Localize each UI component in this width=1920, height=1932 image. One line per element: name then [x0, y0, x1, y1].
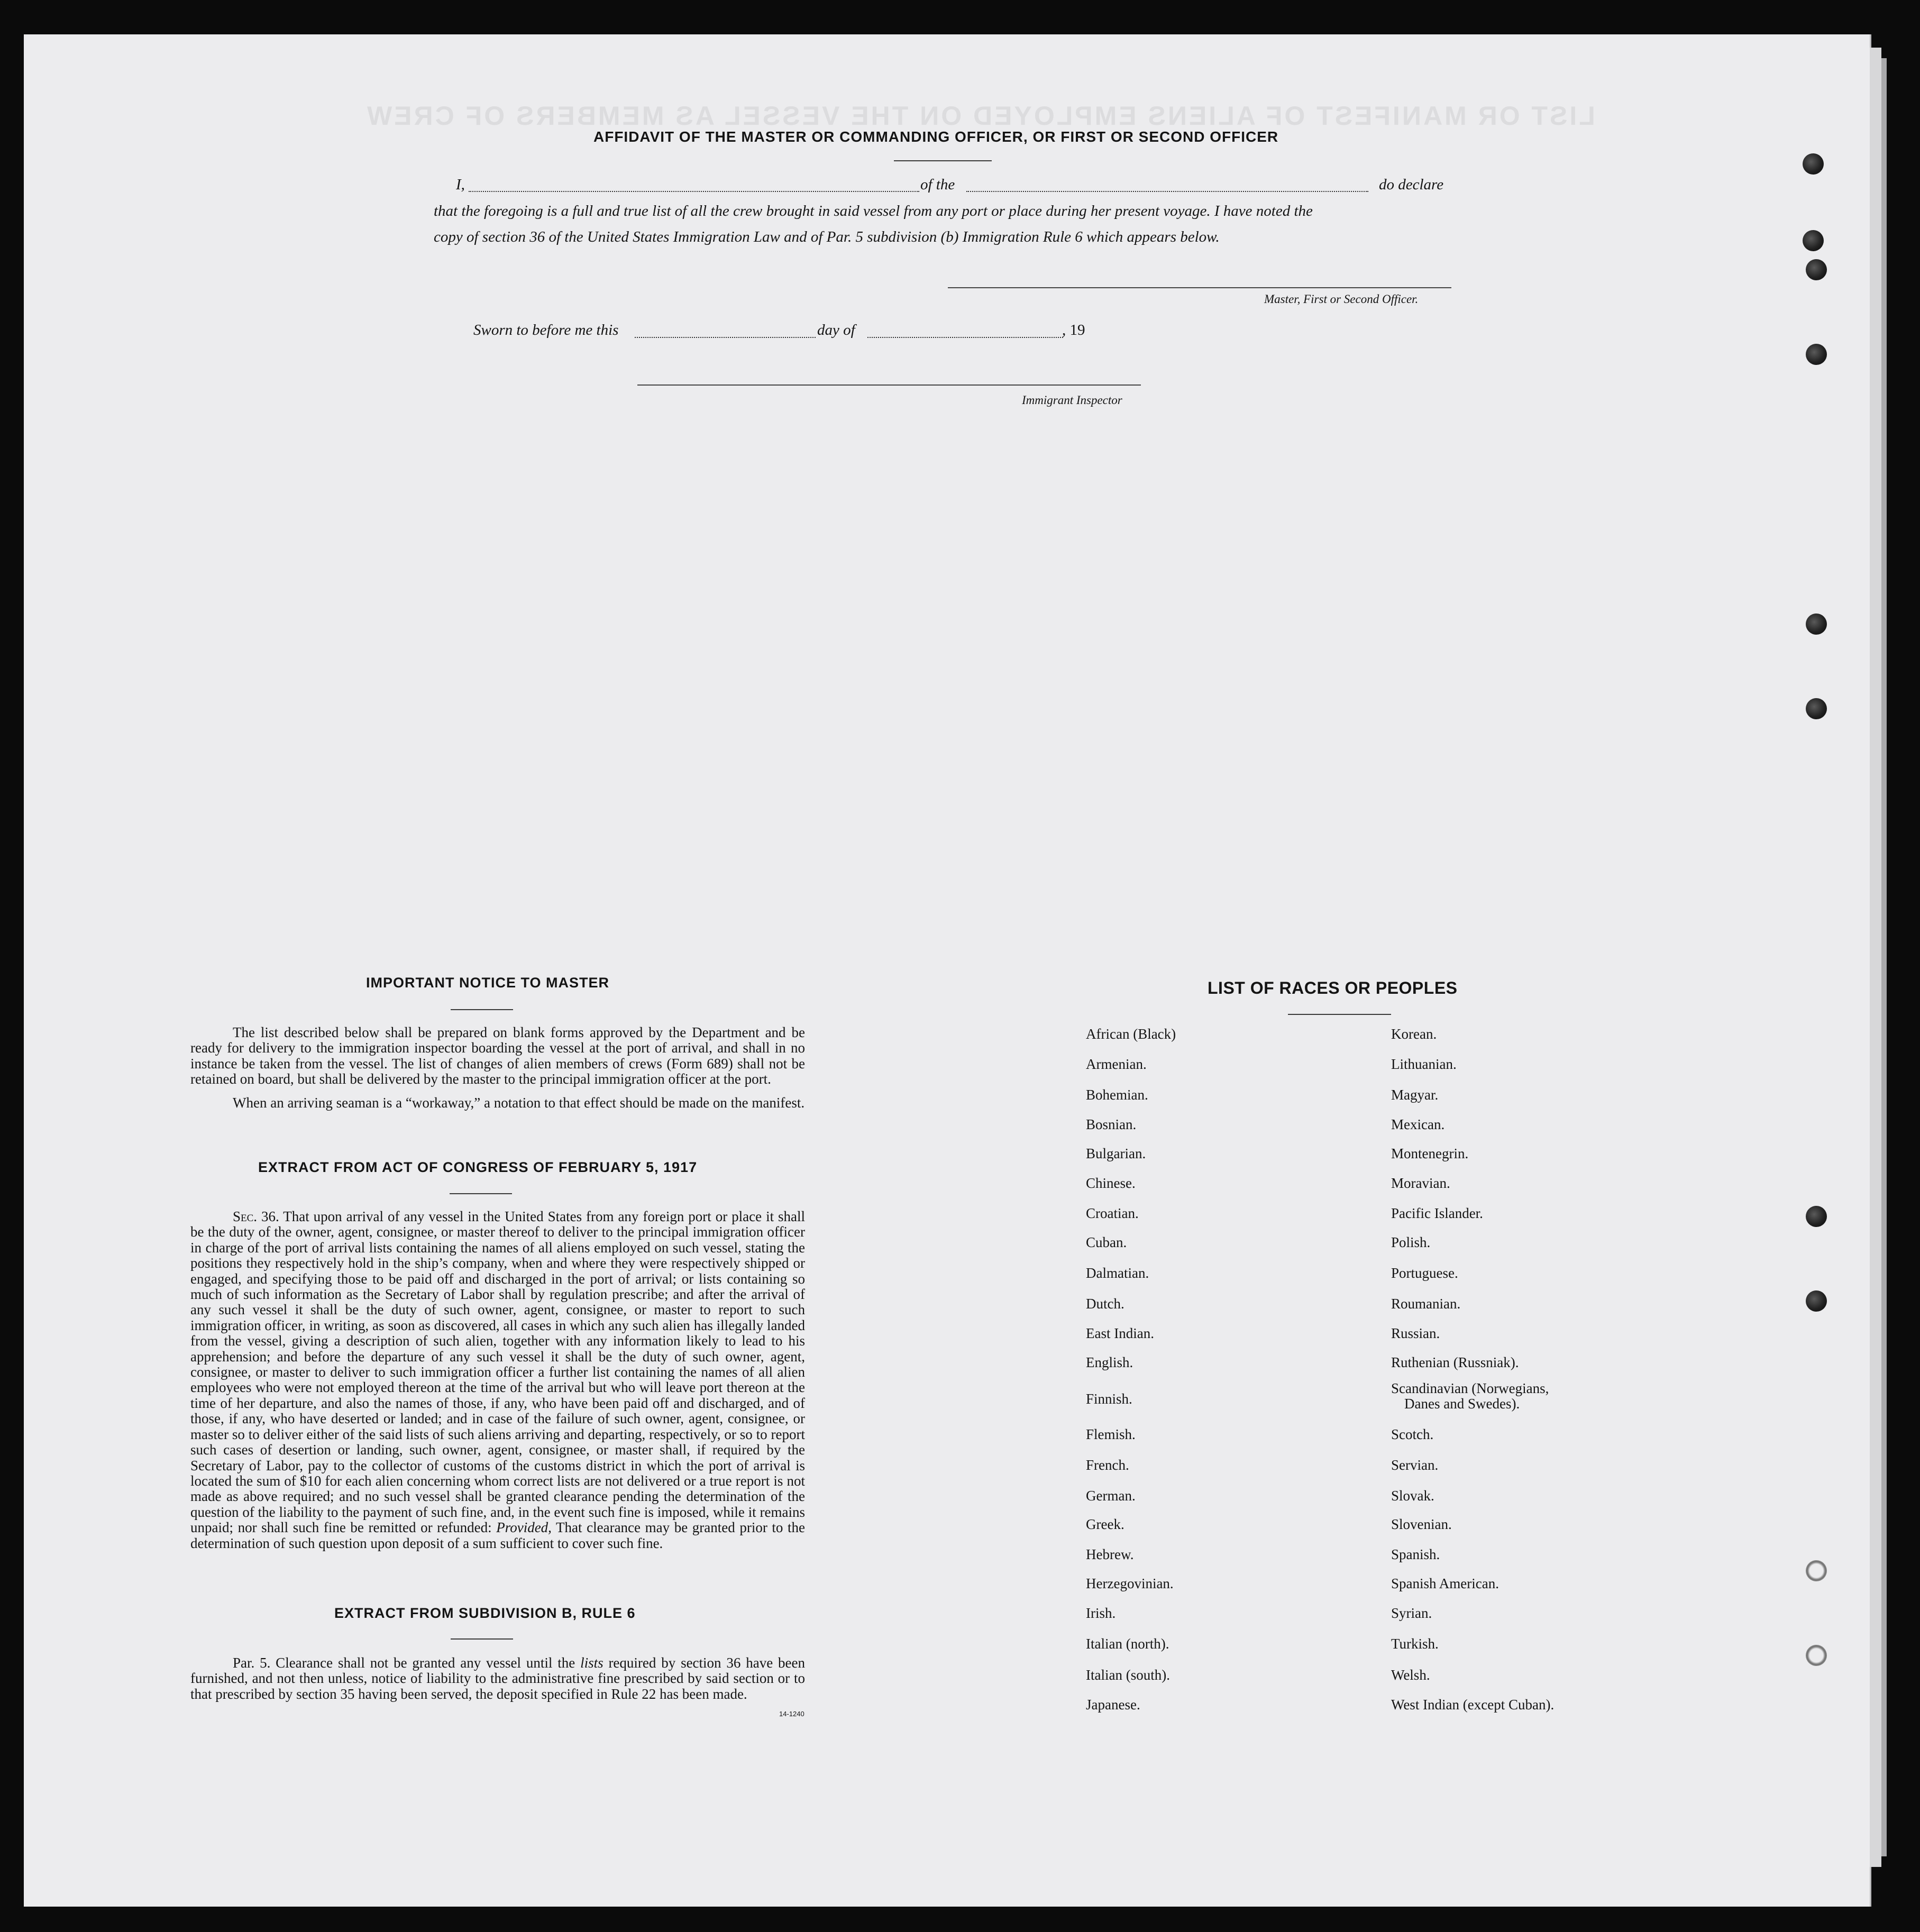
race-item: Spanish American.: [1391, 1576, 1499, 1591]
binder-hole: [1806, 1290, 1827, 1312]
race-item: Italian (north).: [1086, 1636, 1169, 1652]
notice-workaway-paragraph: When an arriving seaman is a “workaway,” a notation to that effect should be made on the manifest.: [233, 1095, 805, 1111]
sworn-prefix: Sworn to before me this: [473, 322, 619, 338]
race-item: Dutch.: [1086, 1296, 1124, 1312]
race-item: Finnish.: [1086, 1391, 1132, 1407]
race-item: Greek.: [1086, 1516, 1124, 1532]
notice-paragraph: The list described below shall be prepared on blank forms approved by the Department and be ready for delivery to the immigration inspector boarding the vessel at the port of arrival, and shall in no instance be taken from the vessel. The list of changes of alien members of crews (Form 689) shall not be retained on board, but shall be delivered by the master to the principal immigration officer at the port.: [190, 1024, 805, 1087]
race-item: Herzegovinian.: [1086, 1576, 1174, 1591]
binder-hole: [1806, 1206, 1827, 1227]
affidavit-line1-prefix: I,: [456, 176, 465, 193]
race-item: Dalmatian.: [1086, 1265, 1149, 1281]
divider: [894, 160, 992, 161]
sworn-month-blank[interactable]: [867, 337, 1063, 338]
race-item: Portuguese.: [1391, 1265, 1458, 1281]
race-item: East Indian.: [1086, 1325, 1154, 1341]
race-item: Moravian.: [1391, 1175, 1450, 1191]
rule-6-text: [190, 1655, 805, 1702]
inspector-signature-line[interactable]: [637, 384, 1141, 386]
master-signature-line[interactable]: [948, 287, 1451, 288]
race-item: Slovenian.: [1391, 1516, 1452, 1532]
race-item: Magyar.: [1391, 1087, 1439, 1103]
race-item: Bulgarian.: [1086, 1146, 1146, 1161]
rule-text-b: required by section 36 have been furnished, and not then unless, notice of liability to the administrative fine prescribed by said section or to that prescribed by section 35 having been served, the deposit specified in Rule 22 has been made.: [190, 1655, 805, 1702]
race-item: English.: [1086, 1354, 1133, 1370]
race-item: Flemish.: [1086, 1426, 1136, 1442]
affidavit-line3: copy of section 36 of the United States Immigration Law and of Par. 5 subdivision (b) Immigration Rule 6 which appears below.: [434, 228, 1220, 245]
race-item: African (Black): [1086, 1026, 1176, 1042]
rule-extract-title: EXTRACT FROM SUBDIVISION B, RULE 6: [334, 1605, 636, 1621]
race-item: Cuban.: [1086, 1234, 1127, 1250]
race-item: Spanish.: [1391, 1546, 1440, 1562]
rule-text-a: Par. 5. Clearance shall not be granted any vessel until the: [233, 1655, 575, 1671]
act-extract-title: EXTRACT FROM ACT OF CONGRESS OF FEBRUARY 5, 1917: [258, 1159, 698, 1175]
divider: [451, 1009, 513, 1010]
sworn-day-blank[interactable]: [635, 337, 816, 338]
race-item: Ruthenian (Russniak).: [1391, 1354, 1519, 1370]
race-item: French.: [1086, 1457, 1129, 1473]
race-item: West Indian (except Cuban).: [1391, 1697, 1555, 1713]
affidavit-line1-suffix: do declare: [1379, 176, 1444, 193]
binder-hole: [1806, 259, 1827, 280]
race-item: Hebrew.: [1086, 1546, 1134, 1562]
sworn-mid: day of: [817, 322, 855, 338]
inspector-label: Immigrant Inspector: [1022, 393, 1122, 407]
race-item: Pacific Islander.: [1391, 1205, 1483, 1221]
section-label: Sec. 36.: [233, 1208, 279, 1224]
notice-title: IMPORTANT NOTICE TO MASTER: [366, 975, 609, 991]
race-item: German.: [1086, 1488, 1136, 1504]
binder-hole: [1806, 698, 1827, 719]
race-item: Irish.: [1086, 1605, 1116, 1621]
race-item: Danes and Swedes).: [1404, 1396, 1520, 1412]
affidavit-line1-mid: of the: [920, 176, 955, 193]
race-item: Chinese.: [1086, 1175, 1136, 1191]
race-item: Servian.: [1391, 1457, 1439, 1473]
race-item: Scotch.: [1391, 1426, 1434, 1442]
form-number: 14-1240: [779, 1710, 804, 1718]
divider: [451, 1638, 513, 1640]
race-item: Croatian.: [1086, 1205, 1139, 1221]
race-item: Roumanian.: [1391, 1296, 1461, 1312]
binder-hole: [1806, 344, 1827, 365]
binder-hole: [1803, 230, 1824, 251]
rule-text-lists: lists: [580, 1655, 604, 1671]
race-item: Italian (south).: [1086, 1667, 1170, 1683]
vessel-blank[interactable]: [966, 191, 1368, 192]
binder-hole: [1806, 1560, 1827, 1581]
race-item: Lithuanian.: [1391, 1056, 1457, 1072]
race-item: Welsh.: [1391, 1667, 1430, 1683]
section-36-text: [190, 1209, 805, 1551]
race-item: Mexican.: [1391, 1116, 1445, 1132]
binder-hole: [1806, 614, 1827, 635]
section-body: That upon arrival of any vessel in the United States from any foreign port or place it shall be the duty of the owner, agent, consignee, or master thereof to deliver to the principal immigration officer in charge of the port of arrival lists containing the names of all aliens employed on such vessel, stating the positions they respectively hold in the ship’s company, when and where they were respectively shipped or engaged, and specifying those to be paid off and discharged in the port of arrival; or lists containing so much of such information as the Secretary of Labor shall by regulation prescribe; and after the arrival of any such vessel it shall be the duty of such owner, agent, consignee, or master to report to such immigration officer, in writing, as soon as discovered, all cases in which any such alien has illegally landed from the vessel, giving a description of such alien, together with any information likely to lead to his apprehension; and before the departure of any such vessel it shall be the duty of such owner, agent, consignee, or master to deliver to such immigration officer a further list containing the names of all alien employees who were not employed thereon at the time of the arrival but who will leave port thereon at the time of her departure, and also the names of those, if any, who have been paid off and discharged, and of those, if any, who have deserted or landed; and in case of the failure of such owner, agent, consignee, or master so to deliver either of the said lists of such aliens arriving and departing, respectively, or so to report such cases of desertion or landing, such owner, agent, consignee, or master shall, if required by the Secretary of Labor, pay to the collector of customs of the customs district in which the port of arrival is located the sum of $10 for each alien concerning whom correct lists are not delivered or a true report is not made as above required; and no such vessel shall be granted clearance pending the determination of the question of the liability to the payment of such fine, and, in the event such fine is imposed, while it remains unpaid; nor shall such fine be remitted or refunded:: [190, 1208, 806, 1536]
sworn-year: , 19: [1062, 322, 1085, 338]
affidavit-title: AFFIDAVIT OF THE MASTER OR COMMANDING OFFICER, OR FIRST OR SECOND OFFICER: [593, 129, 1279, 145]
race-item: Turkish.: [1391, 1636, 1439, 1652]
name-blank[interactable]: [469, 191, 919, 192]
proviso-label: Provided,: [496, 1519, 552, 1536]
race-item: Scandinavian (Norwegians,: [1391, 1380, 1549, 1396]
race-item: Korean.: [1391, 1026, 1437, 1042]
divider: [450, 1193, 512, 1194]
race-item: Polish.: [1391, 1234, 1431, 1250]
bleed-through-header: LIST OR MANIFEST OF ALIENS EMPLOYED ON THE VESSEL AS MEMBERS OF CREW: [365, 101, 1595, 131]
proviso-text: That clearance may be granted prior to the determination of such question upon deposit of a sum sufficient to cover such fine.: [190, 1519, 805, 1551]
master-signature-label: Master, First or Second Officer.: [1264, 292, 1419, 306]
page-edge-shadow: [1881, 58, 1887, 1856]
race-item: Armenian.: [1086, 1056, 1147, 1072]
race-item: Slovak.: [1391, 1488, 1434, 1504]
race-item: Syrian.: [1391, 1605, 1432, 1621]
race-item: Bohemian.: [1086, 1087, 1148, 1103]
binder-hole: [1803, 153, 1824, 175]
race-item: Russian.: [1391, 1325, 1440, 1341]
race-item: Japanese.: [1086, 1697, 1140, 1713]
race-item: Montenegrin.: [1391, 1146, 1469, 1161]
binder-hole: [1806, 1645, 1827, 1666]
race-item: Bosnian.: [1086, 1116, 1137, 1132]
races-title: LIST OF RACES OR PEOPLES: [1208, 978, 1458, 997]
page-edge: [1870, 48, 1881, 1867]
divider: [1288, 1014, 1391, 1015]
document-page: [24, 34, 1871, 1907]
affidavit-line2: that the foregoing is a full and true list of all the crew brought in said vessel from any port or place during her present voyage. I have noted the: [434, 203, 1313, 219]
